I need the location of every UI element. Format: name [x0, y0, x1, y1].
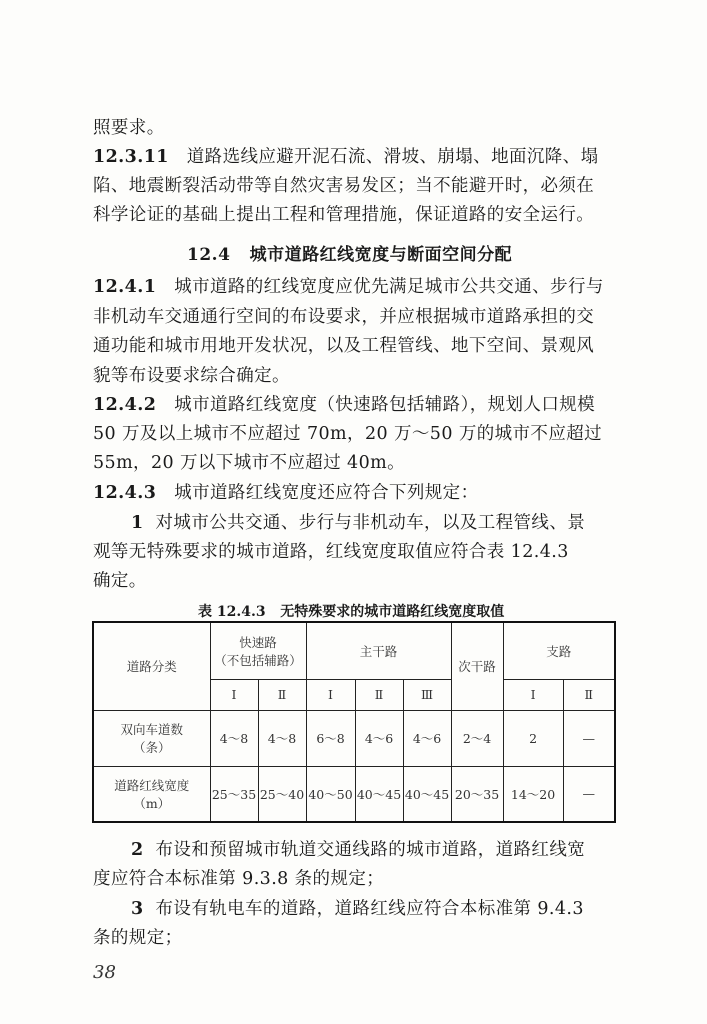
grade-cell: Ⅱ	[258, 679, 306, 710]
item-number: 3	[131, 899, 144, 919]
text-line: 貌等布设要求综合确定。	[93, 366, 290, 386]
item-number: 2	[131, 840, 144, 860]
table-cell: 25～35	[210, 766, 258, 822]
table-row	[93, 766, 615, 822]
red-line-width-table	[92, 621, 616, 823]
list-item	[131, 515, 585, 533]
grade-cell: Ⅱ	[355, 679, 403, 710]
text-line: 确定。	[93, 571, 147, 591]
header-expressway	[210, 622, 306, 679]
table-cell: 40～45	[403, 766, 451, 822]
table-caption	[198, 601, 504, 621]
page-number: 38	[93, 962, 116, 983]
clause-number: 12.4.1	[93, 277, 157, 297]
text-line: 城市道路的红线宽度应优先满足城市公共交通、步行与	[174, 277, 604, 297]
text-line: 非机动车交通通行空间的布设要求，并应根据城市道路承担的交	[93, 307, 595, 327]
expressway-label: 快速路	[239, 634, 277, 650]
text-line: 观等无特殊要求的城市道路，红线宽度取值应符合表 12.4.3	[93, 542, 569, 562]
grade-cell: Ⅲ	[403, 679, 451, 710]
grade-cell: Ⅱ	[563, 679, 615, 710]
section-heading	[187, 240, 512, 265]
clause	[93, 279, 604, 297]
grade-cell: Ⅰ	[306, 679, 355, 710]
clause	[93, 485, 479, 503]
table-cell: 6～8	[306, 710, 355, 766]
header-road-type: 道路分类	[93, 622, 210, 710]
text-line: 布设有轨电车的道路，道路红线应符合本标准第 9.4.3	[155, 899, 584, 919]
header-secondary: 次干路	[451, 622, 503, 710]
row-label	[93, 766, 210, 822]
item-number: 1	[131, 513, 144, 533]
grade-cell: Ⅰ	[210, 679, 258, 710]
text-line: 条的规定；	[93, 928, 183, 948]
table-header-row	[93, 622, 615, 679]
text-line: 科学论证的基础上提出工程和管理措施，保证道路的安全运行。	[93, 205, 595, 225]
table-row	[93, 710, 615, 766]
table-cell: 14～20	[503, 766, 563, 822]
table-cell: 4～8	[258, 710, 306, 766]
row-label-text: 道路红线宽度	[114, 777, 190, 793]
clause-number: 12.4.3	[93, 483, 157, 503]
table-cell: 25～40	[258, 766, 306, 822]
text-line: 布设和预留城市轨道交通线路的城市道路，道路红线宽	[155, 840, 586, 860]
text-line: 50 万及以上城市不应超过 70m，20 万～50 万的城市不应超过	[93, 424, 603, 444]
text-line: 城市道路红线宽度还应符合下列规定：	[174, 483, 479, 503]
table-cell: —	[563, 766, 615, 822]
row-label	[93, 710, 210, 766]
header-branch: 支路	[503, 622, 615, 679]
list-item	[131, 842, 585, 860]
grade-cell: Ⅰ	[503, 679, 563, 710]
table-cell: 2～4	[451, 710, 503, 766]
text-line: 城市道路红线宽度（快速路包括辅路），规划人口规模	[174, 395, 596, 415]
clause-number: 12.4.2	[93, 395, 157, 415]
clause-number: 12.3.11	[93, 147, 169, 167]
clause	[93, 397, 595, 415]
table-cell: 40～45	[355, 766, 403, 822]
row-label-unit: （条）	[132, 740, 171, 755]
text-line: 陷、地震断裂活动带等自然灾害易发区；当不能避开时，必须在	[93, 176, 595, 196]
table-cell: —	[563, 710, 615, 766]
clause	[93, 149, 598, 167]
text-line: 度应符合本标准第 9.3.8 条的规定；	[93, 869, 385, 889]
section-number: 12.4	[187, 245, 231, 265]
table-cell: 40～50	[306, 766, 355, 822]
list-item	[131, 901, 584, 919]
row-label-text: 双向车道数	[120, 722, 183, 737]
row-label-unit: （m）	[133, 795, 171, 811]
table-cell: 4～6	[355, 710, 403, 766]
table-cell: 2	[503, 710, 563, 766]
section-title: 城市道路红线宽度与断面空间分配	[249, 245, 513, 265]
text-line: 照要求。	[93, 118, 165, 138]
expressway-note: （不包括辅路）	[214, 652, 302, 668]
table-cell: 4～8	[210, 710, 258, 766]
text-line: 道路选线应避开泥石流、滑坡、崩塌、地面沉降、塌	[186, 147, 599, 167]
caption-title: 无特殊要求的城市道路红线宽度取值	[280, 604, 505, 620]
header-arterial: 主干路	[306, 622, 451, 679]
text-line: 对城市公共交通、步行与非机动车，以及工程管线、景	[155, 513, 586, 533]
table-cell: 4～6	[403, 710, 451, 766]
table-cell: 20～35	[451, 766, 503, 822]
text-line: 55m，20 万以下城市不应超过 40m。	[93, 453, 406, 473]
text-line: 通功能和城市用地开发状况，以及工程管线、地下空间、景观风	[93, 336, 595, 356]
caption-number: 表 12.4.3	[198, 604, 266, 620]
